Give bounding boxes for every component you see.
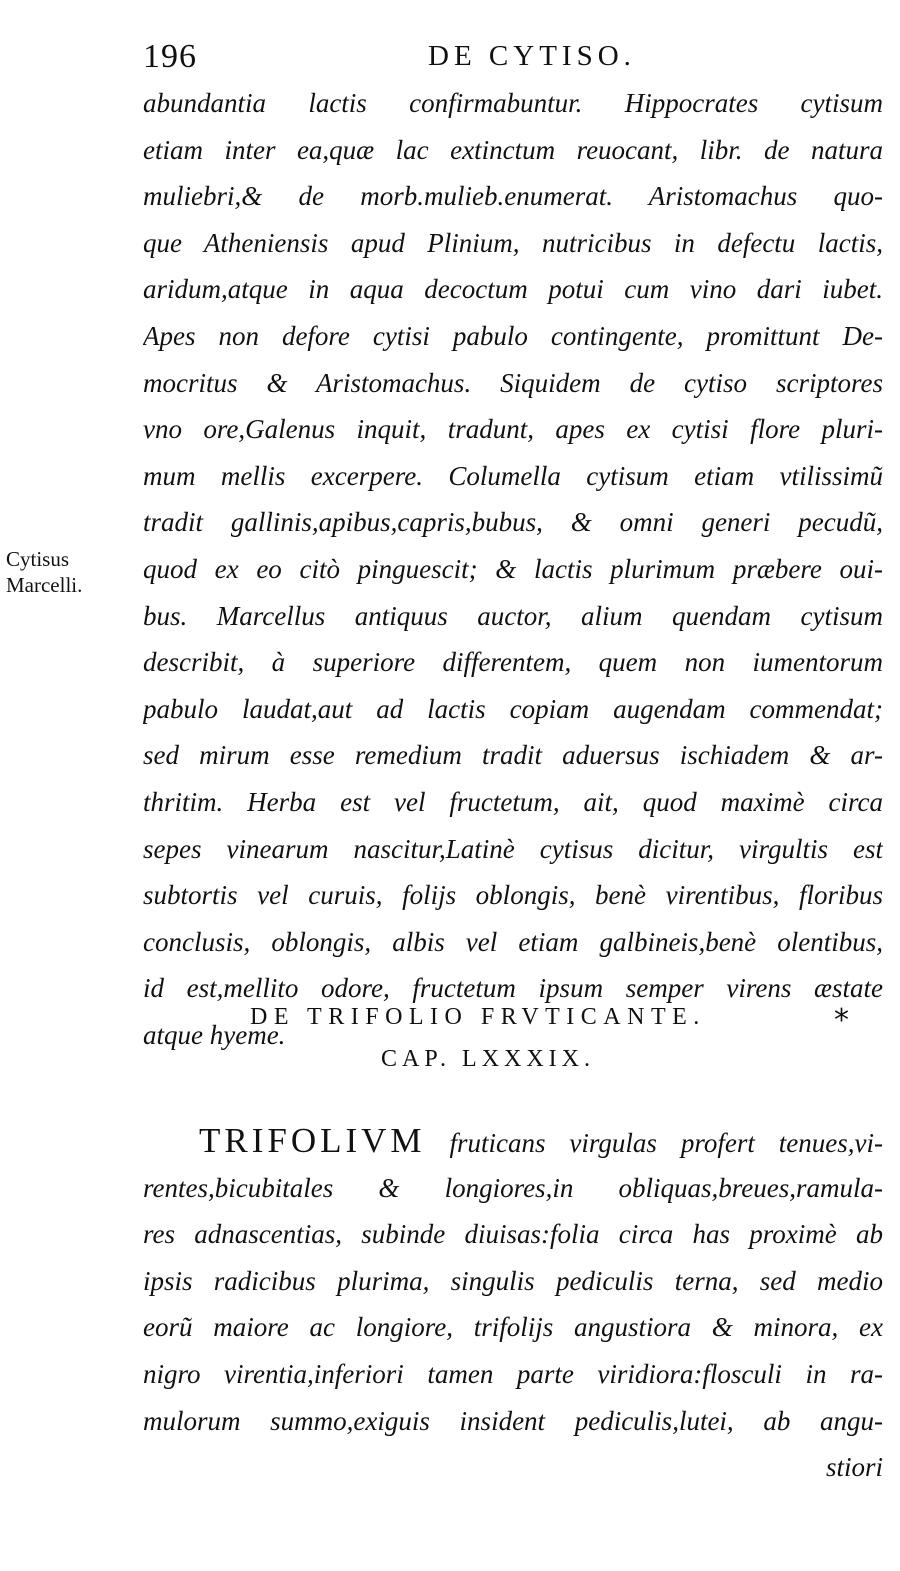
text-line: rentes,bicubitales & longiores,in obliquas,breues,ramula-: [143, 1172, 883, 1203]
passage-cytisus: [143, 80, 883, 1058]
text-line: que Atheniensis apud Plinium, nutricibus in defectu lactis,: [143, 227, 883, 258]
text-line: abundantia lactis confirmabuntur. Hippocrates cytisum: [143, 88, 883, 118]
text-line: tradit gallinis,apibus,capris,bubus, & omni generi pecudũ,: [143, 507, 883, 538]
text-line: etiam inter ea,quæ lac extinctum reuocant, libr. de natura: [143, 134, 883, 165]
initial-word: TRIFOLIVM: [199, 1121, 426, 1160]
chapter-title: DE TRIFOLIO FRVTICANTE.: [250, 1004, 706, 1030]
text-line: mocritus & Aristomachus. Siquidem de cytiso scriptores: [143, 367, 883, 398]
margin-note-line: Cytisus: [6, 547, 70, 571]
running-head: DE CYTISO.: [428, 40, 636, 72]
text-line: subtortis vel curuis, folijs oblongis, benè virentibus, floribus: [143, 880, 883, 911]
text-line: sed mirum esse remedium tradit aduersus ischiadem & ar-: [143, 740, 883, 771]
margin-note: [6, 546, 82, 598]
text-line: mulorum summo,exiguis insident pediculis,lutei, ab angu-: [143, 1405, 883, 1436]
text-line: pabulo laudat,aut ad lactis copiam augendam commendat;: [143, 693, 883, 724]
text-line: sepes vinearum nascitur,Latinè cytisus dicitur, virgultis est: [143, 833, 883, 864]
text-line: describit, à superiore differentem, quem non iumentorum: [143, 647, 883, 678]
passage-trifolium: [143, 1118, 883, 1491]
text-line: bus. Marcellus antiquus auctor, alium quendam cytisum: [143, 600, 883, 631]
page-number: 196: [143, 38, 197, 75]
text-line: eorũ maiore ac longiore, trifolijs angustiora & minora, ex: [143, 1312, 883, 1343]
text-line: quod ex eo citò pinguescit; & lactis plurimum præbere oui-: [143, 553, 883, 584]
text-line-first: [143, 1118, 883, 1165]
text-line: aridum,atque in aqua decoctum potui cum vino dari iubet.: [143, 274, 883, 305]
text-line: ipsis radicibus plurima, singulis pediculis terna, sed medio: [143, 1265, 883, 1296]
asterisk-mark: *: [834, 1003, 849, 1038]
text-line: Apes non defore cytisi pabulo contingente, promittunt De-: [143, 320, 883, 351]
text-line: nigro virentia,inferiori tamen parte viridiora:flosculi in ra-: [143, 1358, 883, 1389]
text-line: muliebri,& de morb.mulieb.enumerat. Aristomachus quo-: [143, 181, 883, 212]
margin-note-line: Marcelli.: [6, 573, 83, 597]
text-line: vno ore,Galenus inquit, tradunt, apes ex cytisi flore pluri-: [143, 414, 883, 445]
text-line: mum mellis excerpere. Columella cytisum etiam vtilissimũ: [143, 460, 883, 491]
text-run: fruticans virgulas profert tenues,vi-: [425, 1128, 883, 1158]
text-line: thritim. Herba est vel fructetum, ait, quod maximè circa: [143, 786, 883, 817]
text-line: id est,mellito odore, fructetum ipsum semper virens æstate: [143, 973, 883, 1004]
catchword: stiori: [825, 1452, 883, 1483]
text-line-last: atque hyeme.: [143, 1019, 286, 1050]
chapter-number: CAP. LXXXIX.: [381, 1046, 596, 1072]
text-line: conclusis, oblongis, albis vel etiam galbineis,benè olentibus,: [143, 926, 883, 957]
text-line: res adnascentias, subinde diuisas:folia circa has proximè ab: [143, 1219, 883, 1250]
